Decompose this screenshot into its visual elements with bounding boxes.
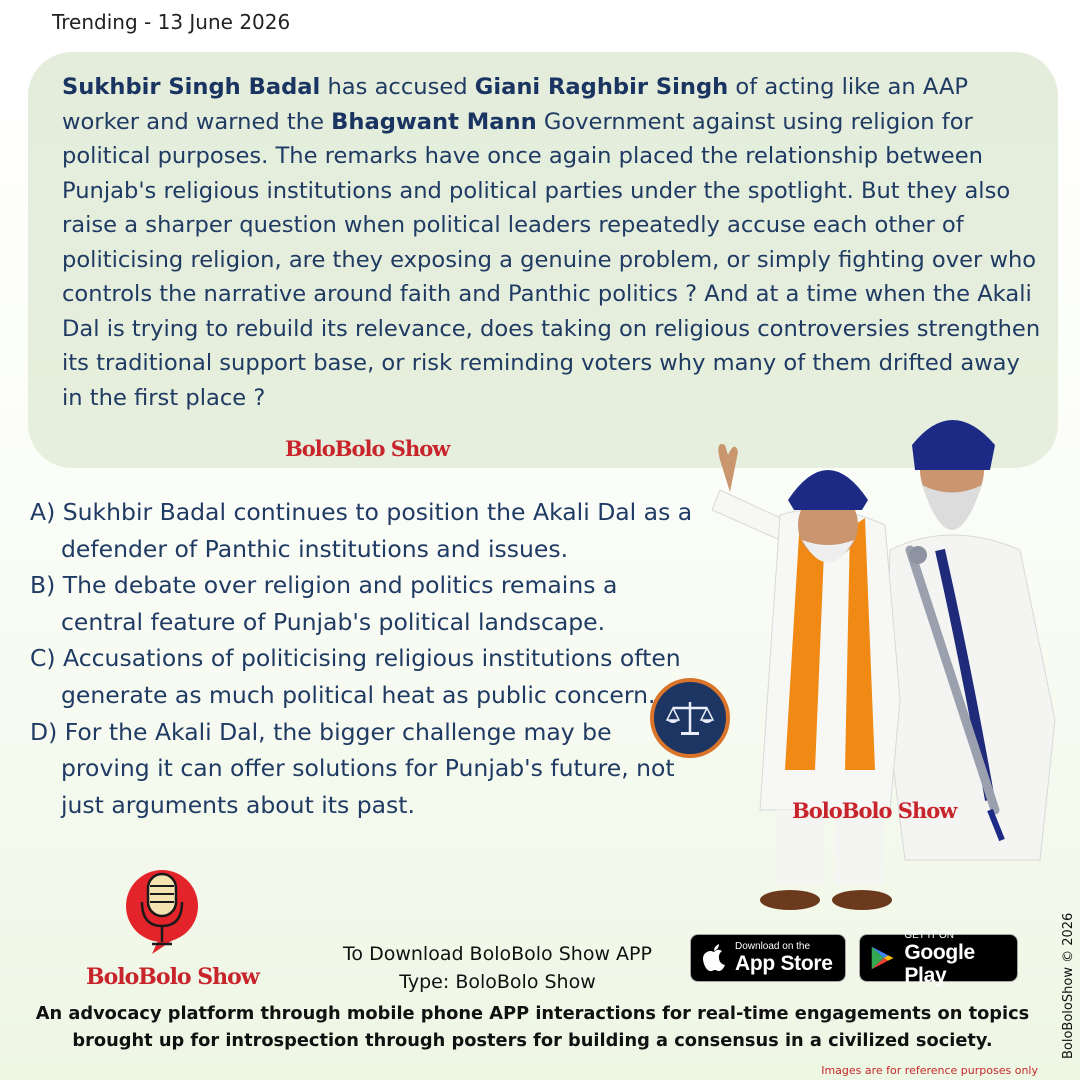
option-b[interactable]: B) The debate over religion and politics remains a central feature of Punjab's political landscape. <box>30 571 618 636</box>
download-instructions <box>320 940 675 996</box>
name-raghbir: Giani Raghbir Singh <box>474 74 729 100</box>
app-store-big-label: App Store <box>735 952 833 975</box>
download-line-2: Type: BoloBolo Show <box>399 971 596 993</box>
download-line-1: To Download BoloBolo Show APP <box>343 943 652 965</box>
summary-part: has accused <box>320 74 475 100</box>
google-play-small-label: GET IT ON <box>904 929 954 941</box>
scales-of-justice-icon <box>650 678 730 758</box>
options-list <box>30 494 700 823</box>
option-d[interactable]: D) For the Akali Dal, the bigger challenge may be proving it can offer solutions for Punjab's future, not just arguments about its past. <box>30 717 675 819</box>
google-play-big-label: Google Play <box>904 940 975 987</box>
trending-date: Trending - 13 June 2026 <box>52 10 291 34</box>
summary-part: Government against using religion for political purposes. The remarks have once again placed the relationship between Punjab's religious institutions and political parties under the spotlight. But they also raise a sharper question when political leaders repeatedly accuse each other of politicising religion, are they exposing a genuine problem, or simply fighting over who controls the narrative around faith and Panthic politics ? And at a time when the Akali Dal is trying to rebuild its relevance, does taking on religious controversies strengthen its traditional support base, or risk reminding voters why many of them drifted away in the first place ? <box>62 108 1041 411</box>
summary-text <box>62 70 1042 415</box>
app-store-small-label: Download on the <box>735 941 811 952</box>
option-a[interactable]: A) Sukhbir Badal continues to position the Akali Dal as a defender of Panthic institutions and issues. <box>30 498 693 563</box>
google-play-icon <box>870 943 894 973</box>
google-play-button[interactable] <box>859 929 1018 987</box>
image-disclaimer: Images are for reference purposes only <box>821 1064 1038 1077</box>
option-c[interactable]: C) Accusations of politicising religious institutions often generate as much political heat as public concern. <box>30 644 681 709</box>
apple-icon <box>701 943 727 973</box>
name-sukhbir: Sukhbir Singh Badal <box>62 74 321 100</box>
app-store-button[interactable] <box>690 934 846 982</box>
copyright-notice: BoloBoloShow © 2026 <box>1061 912 1076 1059</box>
brand-watermark: BoloBolo Show <box>285 436 450 461</box>
platform-tagline: An advocacy platform through mobile phone APP interactions for real-time engagements on topics brought up for introspection through posters for building a consensus in a civilized society. <box>35 1003 1030 1051</box>
brand-watermark-photo: BoloBolo Show <box>792 798 957 823</box>
summary-part: of acting like an AAP worker and warned the <box>62 74 969 135</box>
left-figure <box>712 444 900 910</box>
right-figure <box>885 420 1055 860</box>
microphone-logo-icon <box>120 866 200 958</box>
logo-brand-name: BoloBolo Show <box>86 964 259 990</box>
name-mann: Bhagwant Mann <box>331 108 537 135</box>
leaders-photo <box>690 400 1070 920</box>
